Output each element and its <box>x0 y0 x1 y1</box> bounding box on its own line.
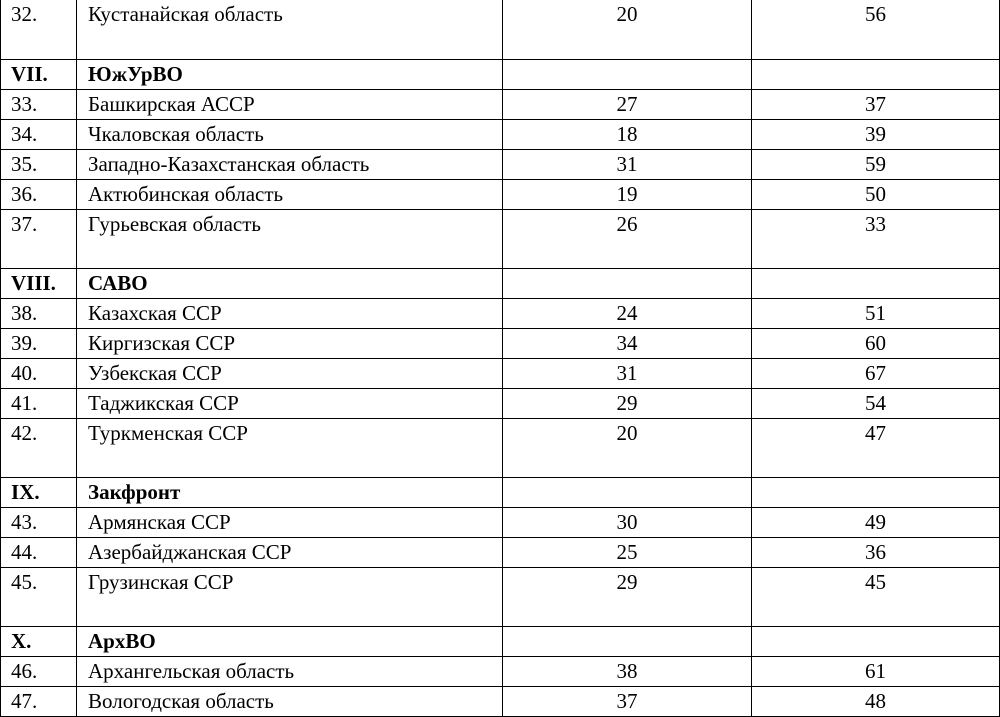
table-row <box>1 358 1000 388</box>
section-header-row <box>1 268 1000 298</box>
value-col-2: 50 <box>752 179 1000 209</box>
row-number: 34. <box>1 119 77 149</box>
value-col-2: 54 <box>752 388 1000 418</box>
value-col-2: 47 <box>752 418 1000 477</box>
section-number: IX. <box>1 477 77 507</box>
table-row <box>1 328 1000 358</box>
table-row <box>1 567 1000 626</box>
value-col-1: 19 <box>503 179 752 209</box>
row-number: 45. <box>1 567 77 626</box>
value-col-1: 26 <box>503 209 752 268</box>
table-row <box>1 298 1000 328</box>
section-title: САВО <box>77 268 503 298</box>
row-number: 39. <box>1 328 77 358</box>
empty-cell <box>503 626 752 656</box>
value-col-1: 31 <box>503 149 752 179</box>
region-name: Архангельская область <box>77 656 503 686</box>
section-header-row <box>1 626 1000 656</box>
value-col-1: 29 <box>503 388 752 418</box>
empty-cell <box>752 268 1000 298</box>
table-row <box>1 686 1000 716</box>
section-title: АрхВО <box>77 626 503 656</box>
row-number: 37. <box>1 209 77 268</box>
section-header-row <box>1 477 1000 507</box>
empty-cell <box>752 59 1000 89</box>
region-name: Узбекская ССР <box>77 358 503 388</box>
region-name: Азербайджанская ССР <box>77 537 503 567</box>
value-col-1: 20 <box>503 418 752 477</box>
value-col-1: 25 <box>503 537 752 567</box>
row-number: 42. <box>1 418 77 477</box>
row-number: 46. <box>1 656 77 686</box>
value-col-1: 31 <box>503 358 752 388</box>
row-number: 32. <box>1 0 77 59</box>
value-col-2: 48 <box>752 686 1000 716</box>
empty-cell <box>503 477 752 507</box>
table-row <box>1 0 1000 59</box>
row-number: 36. <box>1 179 77 209</box>
table-row <box>1 209 1000 268</box>
section-number: VIII. <box>1 268 77 298</box>
row-number: 40. <box>1 358 77 388</box>
value-col-2: 67 <box>752 358 1000 388</box>
value-col-2: 39 <box>752 119 1000 149</box>
empty-cell <box>752 477 1000 507</box>
value-col-2: 59 <box>752 149 1000 179</box>
value-col-2: 45 <box>752 567 1000 626</box>
table-row <box>1 656 1000 686</box>
region-name: Башкирская АССР <box>77 89 503 119</box>
table-row <box>1 418 1000 477</box>
row-number: 35. <box>1 149 77 179</box>
table-row <box>1 179 1000 209</box>
region-name: Гурьевская область <box>77 209 503 268</box>
table-row <box>1 507 1000 537</box>
table-row <box>1 149 1000 179</box>
value-col-1: 27 <box>503 89 752 119</box>
value-col-1: 37 <box>503 686 752 716</box>
region-name: Вологодская область <box>77 686 503 716</box>
region-name: Актюбинская область <box>77 179 503 209</box>
value-col-2: 49 <box>752 507 1000 537</box>
value-col-1: 38 <box>503 656 752 686</box>
region-name: Казахская ССР <box>77 298 503 328</box>
empty-cell <box>752 626 1000 656</box>
empty-cell <box>503 59 752 89</box>
value-col-1: 34 <box>503 328 752 358</box>
value-col-2: 60 <box>752 328 1000 358</box>
region-name: Чкаловская область <box>77 119 503 149</box>
value-col-1: 18 <box>503 119 752 149</box>
region-name: Туркменская ССР <box>77 418 503 477</box>
table-body <box>1 0 1000 716</box>
row-number: 33. <box>1 89 77 119</box>
region-name: Грузинская ССР <box>77 567 503 626</box>
table-row <box>1 119 1000 149</box>
section-title: Закфронт <box>77 477 503 507</box>
value-col-2: 56 <box>752 0 1000 59</box>
value-col-2: 33 <box>752 209 1000 268</box>
value-col-2: 37 <box>752 89 1000 119</box>
section-number: VII. <box>1 59 77 89</box>
row-number: 38. <box>1 298 77 328</box>
value-col-2: 51 <box>752 298 1000 328</box>
region-name: Кустанайская область <box>77 0 503 59</box>
region-name: Киргизская ССР <box>77 328 503 358</box>
region-name: Западно-Казахстанская область <box>77 149 503 179</box>
table-row <box>1 89 1000 119</box>
region-name: Армянская ССР <box>77 507 503 537</box>
value-col-2: 36 <box>752 537 1000 567</box>
value-col-1: 20 <box>503 0 752 59</box>
section-number: X. <box>1 626 77 656</box>
row-number: 43. <box>1 507 77 537</box>
value-col-1: 29 <box>503 567 752 626</box>
row-number: 41. <box>1 388 77 418</box>
value-col-1: 30 <box>503 507 752 537</box>
row-number: 47. <box>1 686 77 716</box>
empty-cell <box>503 268 752 298</box>
section-title: ЮжУрВО <box>77 59 503 89</box>
table-row <box>1 388 1000 418</box>
section-header-row <box>1 59 1000 89</box>
table-row <box>1 537 1000 567</box>
region-name: Таджикская ССР <box>77 388 503 418</box>
value-col-1: 24 <box>503 298 752 328</box>
value-col-2: 61 <box>752 656 1000 686</box>
row-number: 44. <box>1 537 77 567</box>
